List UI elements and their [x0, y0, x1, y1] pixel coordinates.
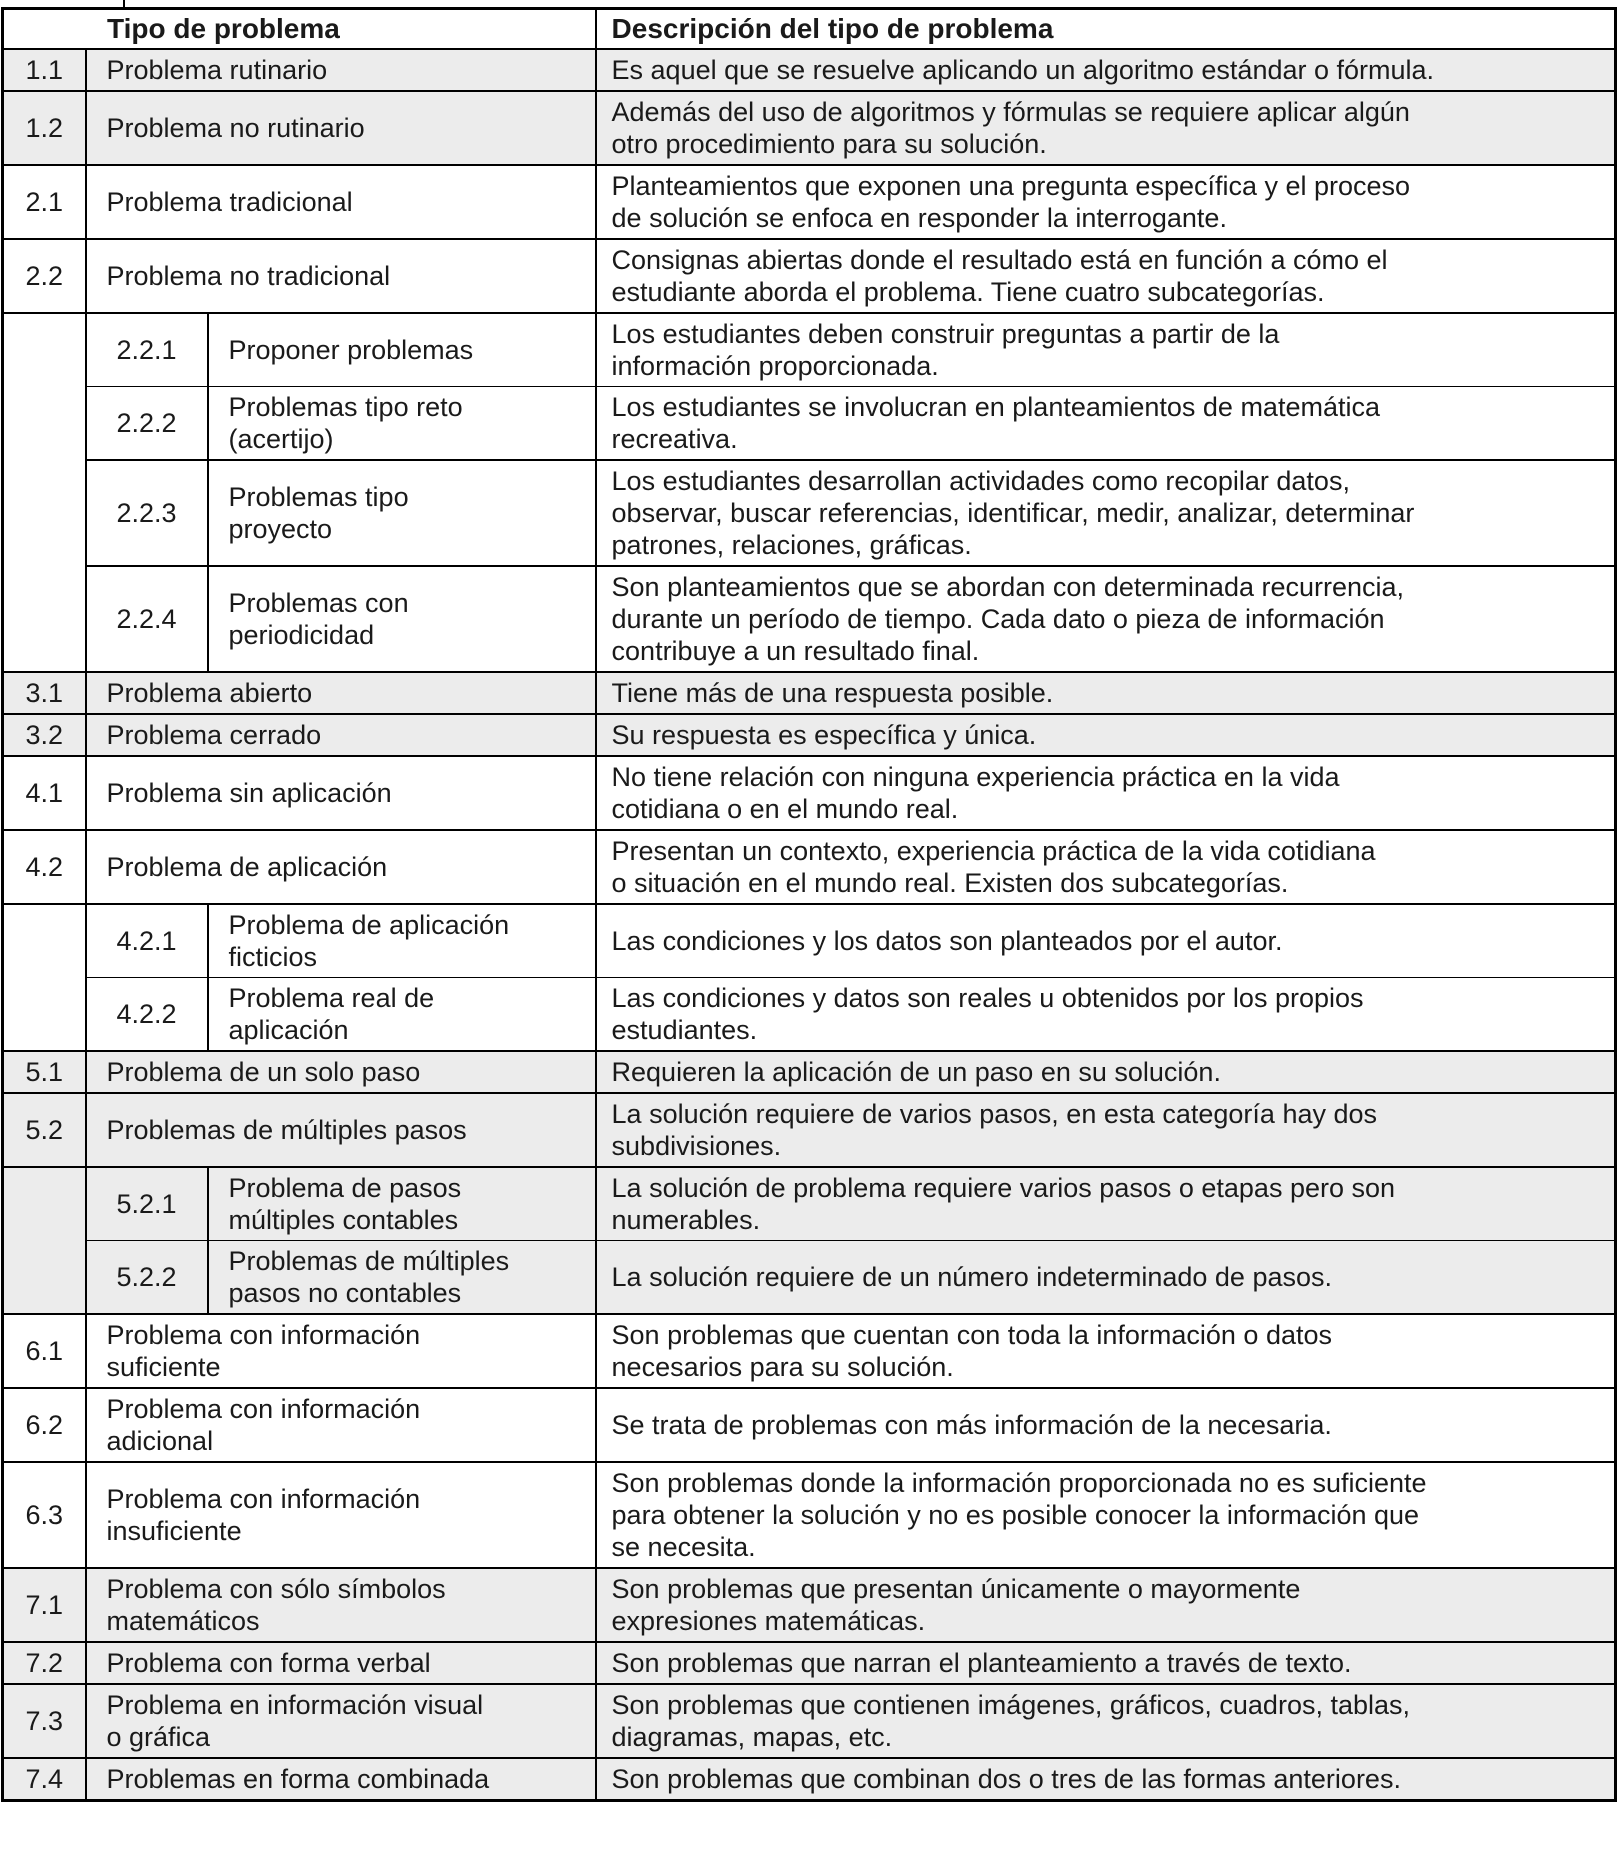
problem-type-description: Requieren la aplicación de un paso en su solución. [611, 1057, 1221, 1087]
sub-row-2.2.2 [3, 387, 1616, 461]
sub-row-2.2.4 [3, 566, 1616, 672]
problem-type-description: La solución requiere de varios pasos, en esta categoría hay dos subdivisiones. [611, 1099, 1378, 1161]
problem-type-description: Son problemas que cuentan con toda la información o datos necesarios para su solución. [611, 1320, 1333, 1382]
problem-type-label: Problema de aplicación ficticios [208, 904, 596, 978]
row-4.2 [3, 830, 1616, 904]
sub-row-2.2.3 [3, 460, 1616, 566]
row-2.1 [3, 165, 1616, 239]
row-number: 1.2 [3, 91, 86, 165]
row-3.2 [3, 714, 1616, 756]
problem-type-label: Problema con información adicional [86, 1388, 596, 1462]
row-number: 1.1 [3, 49, 86, 91]
header-row [3, 9, 1616, 50]
row-6.3 [3, 1462, 1616, 1568]
row-number: 4.1 [3, 756, 86, 830]
problem-type-description: Planteamientos que exponen una pregunta específica y el proceso de solución se enfoca en responder la interrogante. [611, 171, 1411, 233]
row-number: 2.2.3 [86, 460, 208, 566]
problem-type-label: Problema de aplicación [86, 830, 596, 904]
subgroup-spacer-cell [3, 1167, 86, 1314]
row-2.2 [3, 239, 1616, 313]
problem-type-label: Problema tradicional [86, 165, 596, 239]
problem-type-description: La solución de problema requiere varios pasos o etapas pero son numerables. [611, 1173, 1396, 1235]
row-number: 7.3 [3, 1684, 86, 1758]
problem-type-label: Problema con información suficiente [86, 1314, 596, 1388]
row-7.4 [3, 1758, 1616, 1801]
row-number: 5.2 [3, 1093, 86, 1167]
problem-type-description: No tiene relación con ninguna experiencia práctica en la vida cotidiana o en el mundo real. [611, 762, 1340, 824]
subgroup-spacer-cell [3, 313, 86, 672]
sub-row-4.2.1 [3, 904, 1616, 978]
row-1.2 [3, 91, 1616, 165]
row-number: 3.2 [3, 714, 86, 756]
row-number: 2.1 [3, 165, 86, 239]
row-number: 2.2.1 [86, 313, 208, 387]
problem-type-label: Problemas en forma combinada [86, 1758, 596, 1801]
problem-type-label: Problemas de múltiples pasos [86, 1093, 596, 1167]
problem-types-table [1, 7, 1617, 1802]
problem-type-label: Problema real de aplicación [208, 978, 596, 1052]
row-number: 4.2.1 [86, 904, 208, 978]
row-7.2 [3, 1642, 1616, 1684]
row-4.1 [3, 756, 1616, 830]
row-number: 7.4 [3, 1758, 86, 1801]
row-7.3 [3, 1684, 1616, 1758]
row-1.1 [3, 49, 1616, 91]
row-number: 5.1 [3, 1051, 86, 1093]
problem-type-label: Problema de pasos múltiples contables [208, 1167, 596, 1241]
problem-type-description: La solución requiere de un número indeterminado de pasos. [611, 1262, 1333, 1292]
problem-type-description: Su respuesta es específica y única. [611, 720, 1037, 750]
row-7.1 [3, 1568, 1616, 1642]
problem-table-body [3, 49, 1616, 1801]
row-3.1 [3, 672, 1616, 714]
problem-type-description: Los estudiantes desarrollan actividades como recopilar datos, observar, buscar referencias, identificar, medir, analizar, determinar patrones, relaciones, gráficas. [611, 466, 1415, 560]
row-number: 5.2.1 [86, 1167, 208, 1241]
problem-type-label: Problemas con periodicidad [208, 566, 596, 672]
problem-type-label: Problema con forma verbal [86, 1642, 596, 1684]
problem-type-description: Los estudiantes se involucran en planteamientos de matemática recreativa. [611, 392, 1380, 454]
problem-type-label: Problema cerrado [86, 714, 596, 756]
problem-type-label: Problema con sólo símbolos matemáticos [86, 1568, 596, 1642]
problem-type-description: Son problemas donde la información proporcionada no es suficiente para obtener la solución y no es posible conocer la información que se necesita. [611, 1468, 1427, 1562]
problem-type-label: Problema no tradicional [86, 239, 596, 313]
row-number: 2.2 [3, 239, 86, 313]
problem-type-label: Problema sin aplicación [86, 756, 596, 830]
problem-type-description: Las condiciones y datos son reales u obtenidos por los propios estudiantes. [611, 983, 1364, 1045]
problem-type-description: Además del uso de algoritmos y fórmulas se requiere aplicar algún otro procedimiento para su solución. [611, 97, 1410, 159]
problem-type-description: Los estudiantes deben construir preguntas a partir de la información proporcionada. [611, 319, 1280, 381]
sub-row-5.2.2 [3, 1241, 1616, 1315]
row-number: 7.1 [3, 1568, 86, 1642]
row-number: 5.2.2 [86, 1241, 208, 1315]
subgroup-spacer-cell [3, 904, 86, 1051]
problem-type-description: Son problemas que narran el planteamiento a través de texto. [611, 1648, 1352, 1678]
problem-type-label: Problema no rutinario [86, 91, 596, 165]
problem-type-description: Es aquel que se resuelve aplicando un algoritmo estándar o fórmula. [611, 55, 1435, 85]
problem-type-label: Problemas de múltiples pasos no contables [208, 1241, 596, 1315]
problem-type-description: Son problemas que combinan dos o tres de las formas anteriores. [611, 1764, 1401, 1794]
problem-type-description: Son problemas que presentan únicamente o mayormente expresiones matemáticas. [611, 1574, 1301, 1636]
problem-type-description: Consignas abiertas donde el resultado está en función a cómo el estudiante aborda el problema. Tiene cuatro subcategorías. [611, 245, 1388, 307]
problem-type-description: Son problemas que contienen imágenes, gráficos, cuadros, tablas, diagramas, mapas, etc. [611, 1690, 1411, 1752]
sub-row-2.2.1 [3, 313, 1616, 387]
problem-type-label: Proponer problemas [208, 313, 596, 387]
problem-type-label: Problema en información visual o gráfica [86, 1684, 596, 1758]
row-6.1 [3, 1314, 1616, 1388]
problem-type-description: Son planteamientos que se abordan con determinada recurrencia, durante un período de tiempo. Cada dato o pieza de información contribuye a un resultado final. [611, 572, 1405, 666]
problem-type-description: Tiene más de una respuesta posible. [611, 678, 1054, 708]
sub-row-4.2.2 [3, 978, 1616, 1052]
sub-row-5.2.1 [3, 1167, 1616, 1241]
row-number: 2.2.2 [86, 387, 208, 461]
header-tipo-de-problema: Tipo de problema [3, 9, 596, 50]
row-number: 2.2.4 [86, 566, 208, 672]
row-5.2 [3, 1093, 1616, 1167]
header-descripcion: Descripción del tipo de problema [611, 13, 1054, 44]
row-number: 6.2 [3, 1388, 86, 1462]
row-number: 7.2 [3, 1642, 86, 1684]
row-number: 6.1 [3, 1314, 86, 1388]
problem-type-label: Problema con información insuficiente [86, 1462, 596, 1568]
problem-type-label: Problemas tipo proyecto [208, 460, 596, 566]
problem-type-label: Problema abierto [86, 672, 596, 714]
problem-type-label: Problema de un solo paso [86, 1051, 596, 1093]
crop-artifact-tick [123, 0, 125, 8]
problem-type-label: Problemas tipo reto (acertijo) [208, 387, 596, 461]
problem-type-label: Problema rutinario [86, 49, 596, 91]
problem-type-description: Se trata de problemas con más información de la necesaria. [611, 1410, 1332, 1440]
row-5.1 [3, 1051, 1616, 1093]
row-6.2 [3, 1388, 1616, 1462]
problem-type-description: Presentan un contexto, experiencia práctica de la vida cotidiana o situación en el mundo real. Existen dos subcategorías. [611, 836, 1376, 898]
row-number: 4.2 [3, 830, 86, 904]
row-number: 6.3 [3, 1462, 86, 1568]
row-number: 3.1 [3, 672, 86, 714]
problem-type-description: Las condiciones y los datos son planteados por el autor. [611, 926, 1283, 956]
row-number: 4.2.2 [86, 978, 208, 1052]
